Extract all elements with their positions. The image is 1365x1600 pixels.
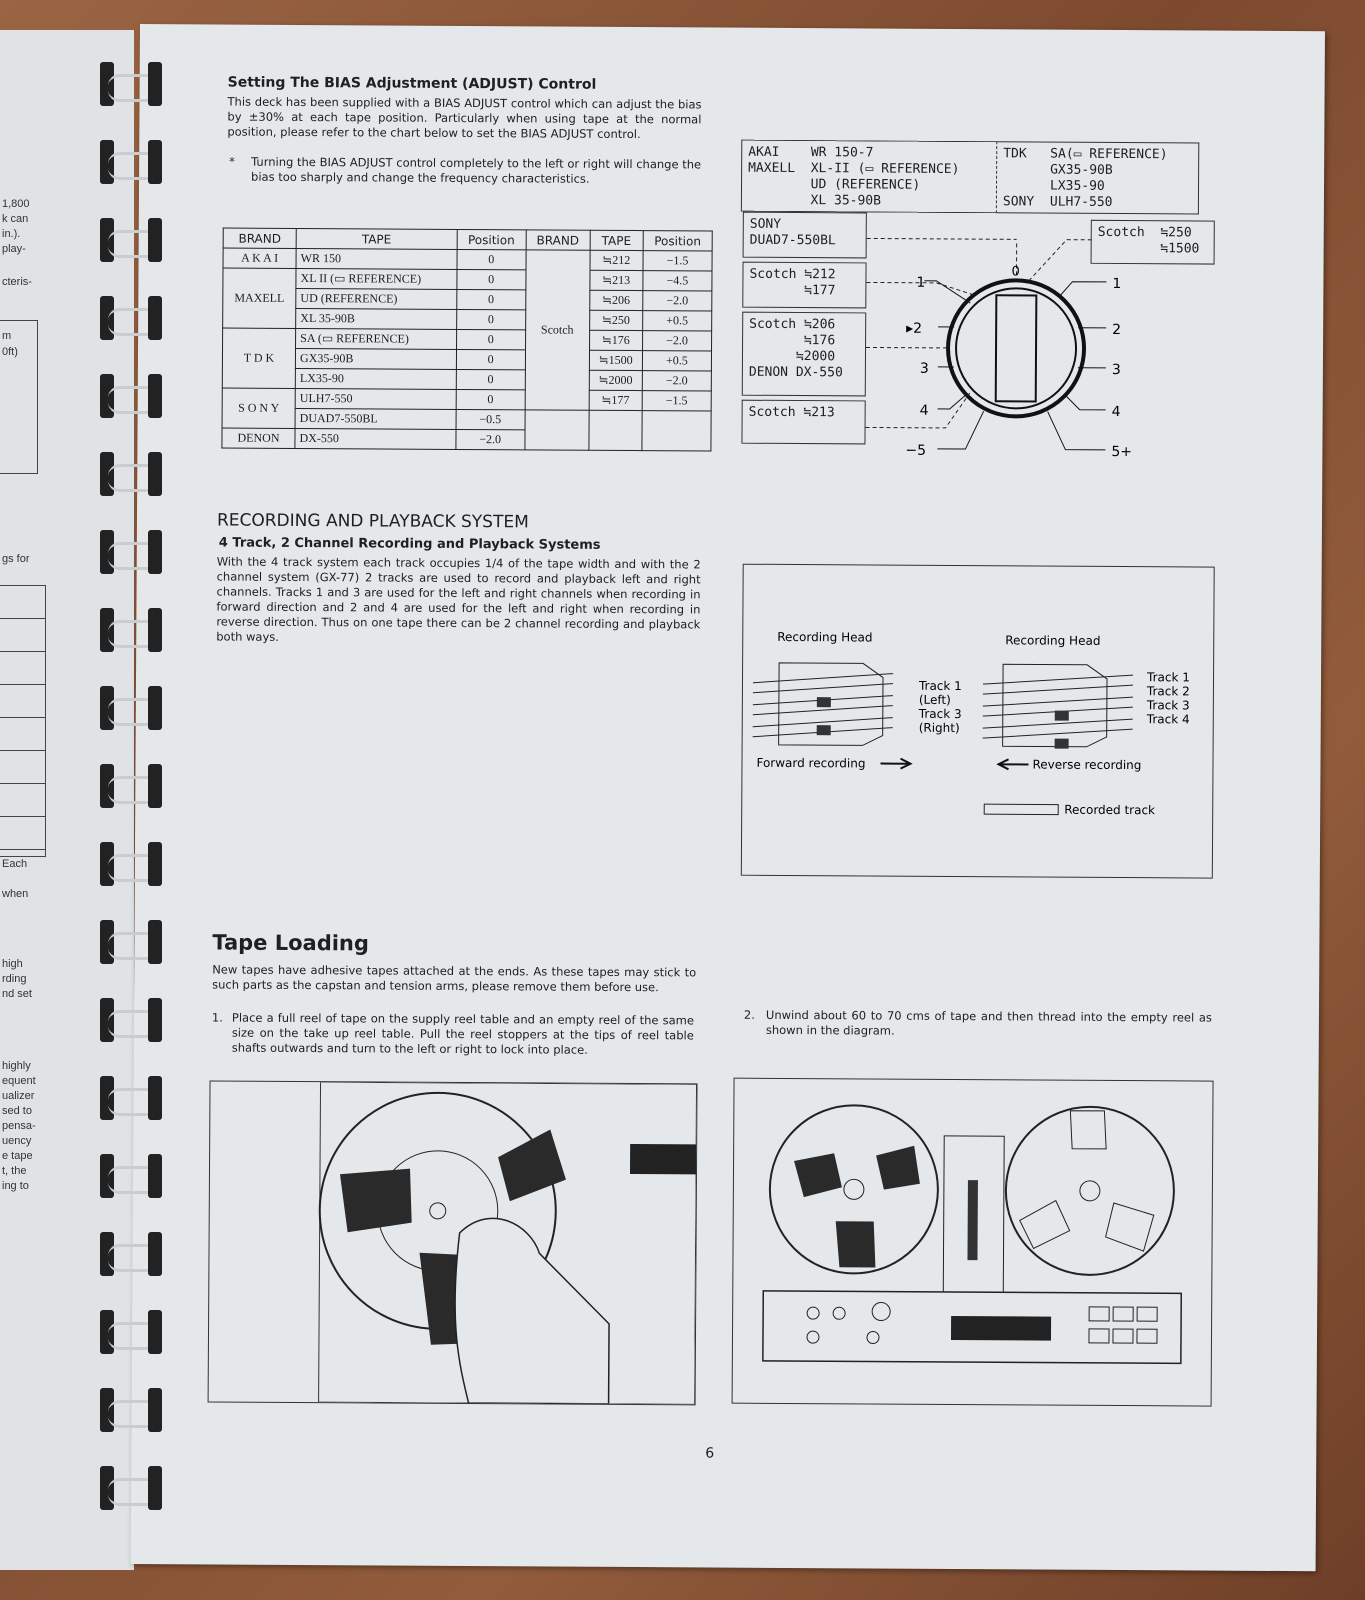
left-track-label: Track 1 — [918, 678, 962, 694]
brand-cell: A K A I — [223, 248, 296, 268]
left-fragment: ualizer — [2, 1090, 35, 1102]
tape-cell: SA (▭ REFERENCE) — [296, 328, 457, 349]
level-meter-icon — [951, 1316, 1051, 1341]
binding-ring — [100, 842, 172, 886]
scotch-250-box: Scotch ≒250 ≒1500 — [1091, 220, 1215, 265]
tick-right-4 — [1066, 396, 1106, 410]
brand-cell: MAXELL — [223, 268, 296, 328]
tape-cell: ≒212 — [590, 250, 643, 270]
tape-cell: ≒176 — [589, 330, 642, 350]
right-track-label: Track 4 — [1146, 712, 1190, 727]
binding-ring — [100, 62, 172, 106]
tape-list-box-left: AKAI WR 150-7 MAXELL XL-II (▭ REFERENCE) UD (REFERENCE) XL 35-90B — [741, 140, 997, 214]
left-fragment: play- — [2, 243, 26, 255]
position-cell: −1.5 — [642, 391, 711, 411]
scotch-212-box: Scotch ≒212 ≒177 — [742, 262, 866, 309]
left-fragment: nd set — [2, 988, 32, 1000]
step1-number: 1. — [211, 1010, 223, 1025]
binding-ring — [100, 1232, 172, 1276]
scotch-206-box: Scotch ≒206 ≒176 ≒2000 DENON DX-550 — [742, 312, 867, 397]
scotch-213-box: Scotch ≒213 — [741, 400, 865, 445]
position-cell: 0 — [457, 249, 526, 269]
scotch213-leader — [866, 392, 970, 428]
deck-threading-figure — [732, 1078, 1214, 1407]
bias-table — [221, 228, 712, 452]
brand-cell: Scotch — [525, 250, 590, 410]
note-bullet: * — [229, 154, 235, 169]
page-number: 6 — [705, 1445, 715, 1462]
binding-ring — [100, 998, 172, 1042]
tape-cell: UD (REFERENCE) — [296, 288, 457, 309]
right-track-label: Track 2 — [1146, 684, 1190, 699]
binding-ring — [100, 686, 172, 730]
recording-subtitle: 4 Track, 2 Channel Recording and Playback Systems — [218, 535, 601, 553]
left-fragment: m — [2, 330, 12, 342]
right-track-label: Track 1 — [1146, 670, 1190, 685]
tape-cell: ≒2000 — [589, 370, 642, 390]
mark-left-4: 4 — [919, 402, 929, 419]
binding-ring — [100, 1466, 172, 1510]
position-cell: 0 — [457, 269, 526, 289]
reverse-label: Reverse recording — [1032, 757, 1142, 773]
tape-loading-intro: New tapes have adhesive tapes attached at the ends. As these tapes may stick to such parts as the capstan and tension arms, please remove them before use. — [212, 962, 697, 995]
mark-right-4: 4 — [1111, 403, 1121, 420]
position-cell: 0 — [456, 369, 525, 389]
mark-right-5: 5+ — [1111, 443, 1133, 461]
binding-ring — [100, 374, 172, 418]
tape-cell: GX35-90B — [296, 348, 457, 369]
reverse-arrow-icon — [998, 759, 1028, 769]
binding-ring — [100, 218, 172, 262]
brand-cell: DENON — [222, 428, 295, 448]
position-cell: 0 — [456, 329, 525, 349]
left-table — [0, 320, 38, 474]
tick-left-5 — [937, 411, 983, 449]
recording-title: RECORDING AND PLAYBACK SYSTEM — [216, 510, 529, 533]
position-cell: +0.5 — [643, 311, 712, 331]
left-fragment: e tape — [2, 1150, 33, 1162]
tick-left-4 — [938, 395, 966, 409]
left-fragment: ing to — [2, 1180, 29, 1192]
recorded-track-swatch — [984, 804, 1058, 814]
left-head — [753, 663, 893, 746]
col-tape: TAPE — [296, 228, 457, 249]
head-diagram-frame — [741, 564, 1215, 879]
right-head-label: Recording Head — [1005, 633, 1101, 648]
position-cell: 0 — [456, 289, 525, 309]
col-position: Position — [643, 231, 712, 251]
position-cell: −4.5 — [643, 271, 712, 291]
scotch250-leader — [1026, 239, 1091, 283]
binding-ring — [100, 920, 172, 964]
left-track-label: (Right) — [918, 720, 960, 736]
col-brand: BRAND — [526, 230, 590, 250]
tape-cell: LX35-90 — [295, 368, 456, 389]
position-cell: 0 — [456, 349, 525, 369]
tape-cell: ≒177 — [589, 390, 642, 410]
left-fragment: 0ft) — [2, 346, 18, 358]
tape-cell: ≒213 — [589, 270, 642, 290]
tape-cell: ULH7-550 — [295, 388, 456, 409]
binding-ring — [100, 764, 172, 808]
sony-box: SONY DUAD7-550BL — [743, 212, 867, 259]
position-cell: −2.0 — [642, 371, 711, 391]
position-cell: −1.5 — [643, 251, 712, 271]
left-fragment: k can — [2, 213, 29, 225]
mark-left-2: ▸2 — [906, 320, 923, 337]
tape-cell: ≒250 — [589, 310, 642, 330]
mark-right-3: 3 — [1111, 361, 1121, 378]
position-cell: +0.5 — [642, 351, 711, 371]
left-table — [0, 585, 46, 857]
head-diagram — [742, 565, 1214, 878]
binding-ring — [100, 608, 172, 652]
tape-cell: ≒206 — [589, 290, 642, 310]
step2-text: Unwind about 60 to 70 cms of tape and then thread into the empty reel as shown in the diagram. — [765, 1007, 1212, 1038]
position-cell: 0 — [456, 389, 525, 409]
forward-label: Forward recording — [756, 755, 866, 771]
left-fragment: high — [2, 958, 23, 970]
step2-number: 2. — [743, 1007, 755, 1022]
mark-zero: 0 — [1011, 264, 1020, 280]
mark-right-1: 1 — [1112, 275, 1122, 292]
reel-hand-illustration — [209, 1081, 697, 1404]
binding-ring — [100, 1388, 172, 1432]
tape-cell: WR 150 — [296, 248, 457, 269]
mark-right-2: 2 — [1112, 321, 1122, 338]
position-cell: −0.5 — [456, 409, 525, 429]
binding-ring — [100, 140, 172, 184]
right-head — [983, 664, 1134, 749]
bias-note: Turning the BIAS ADJUST control completely to the left or right will change the bias too sharply and change the frequency characteristics. — [251, 154, 702, 186]
left-track-label: (Left) — [918, 692, 951, 707]
left-head-label: Recording Head — [777, 629, 873, 645]
binding-ring — [100, 452, 172, 496]
reel-loading-figure — [208, 1080, 698, 1405]
legend-label: Recorded track — [1064, 802, 1156, 818]
tape-cell: DUAD7-550BL — [295, 408, 456, 429]
binding-ring — [100, 1310, 172, 1354]
left-fragment: Each — [2, 858, 28, 870]
empty-cell — [588, 410, 642, 450]
tick-right-5 — [1047, 412, 1105, 450]
bias-title: Setting The BIAS Adjustment (ADJUST) Control — [227, 74, 597, 93]
left-fragment: rding — [2, 973, 27, 985]
left-fragment: gs for — [2, 553, 30, 565]
position-cell: −2.0 — [456, 429, 525, 449]
left-fragment: when — [2, 888, 29, 900]
empty-cell — [642, 411, 711, 451]
step1-text: Place a full reel of tape on the supply reel table and an empty reel of the same size on the take up reel table. Pull the reel stoppers at the tips of reel table shafts outwards and turn to the left or right to lock into place. — [231, 1010, 694, 1057]
left-fragment: 1,800 — [2, 198, 30, 210]
bias-knob-diagram — [865, 212, 1207, 464]
mark-left-1: 1 — [916, 274, 926, 291]
left-fragment: highly — [2, 1060, 31, 1072]
forward-arrow-icon — [880, 759, 910, 769]
binding-ring — [100, 1076, 172, 1120]
brand-cell: T D K — [222, 328, 295, 388]
knob-face — [956, 288, 1077, 409]
tick-right-1 — [1058, 282, 1106, 298]
bias-paragraph: This deck has been supplied with a BIAS ADJUST control which can adjust the bias by ±30% at each tape position. Particularly when using tape at the normal position, please refer to the chart below to set the BIAS ADJUST control. — [227, 94, 702, 142]
brand-cell: S O N Y — [222, 388, 295, 428]
binding-ring — [100, 296, 172, 340]
position-cell: 0 — [456, 309, 525, 329]
left-fragment: cteris- — [2, 276, 32, 288]
mark-left-3: 3 — [919, 360, 929, 377]
left-fragment: equent — [2, 1075, 36, 1087]
tape-cell: DX-550 — [295, 428, 456, 449]
tape-list-box-right: TDK SA(▭ REFERENCE) GX35-90B LX35-90 SONY ULH7-550 — [997, 141, 1199, 214]
manual-page — [131, 24, 1325, 1571]
tape-cell: XL II (▭ REFERENCE) — [296, 268, 457, 289]
col-tape: TAPE — [590, 230, 643, 250]
tape-deck-illustration — [733, 1079, 1213, 1406]
col-brand: BRAND — [223, 228, 296, 248]
left-fragment: t, the — [2, 1165, 27, 1177]
left-fragment: sed to — [2, 1105, 32, 1117]
tape-cell: XL 35-90B — [296, 308, 457, 329]
left-track-label: Track 3 — [918, 706, 962, 722]
position-cell: −2.0 — [643, 291, 712, 311]
empty-cell — [525, 410, 589, 450]
scotch206-leader — [866, 347, 948, 348]
mark-left-5: −5 — [905, 442, 927, 459]
binding-ring — [100, 530, 172, 574]
col-position: Position — [457, 229, 526, 249]
left-fragment: pensa- — [2, 1120, 36, 1132]
right-track-label: Track 3 — [1146, 698, 1190, 713]
tape-cell: ≒1500 — [589, 350, 642, 370]
left-fragment: in.). — [2, 228, 21, 240]
recording-paragraph: With the 4 track system each track occupies 1/4 of the tape width and with the 2 channel system (GX-77) 2 tracks are used to record and playback left and right channels. Tracks 1 and 3 are used for the left and right channels when recording in forward direction and 2 and 4 are used for the left and right when recording in reverse direction. Thus on one tape there can be 2 channel recording and playback both ways. — [216, 554, 701, 644]
left-fragment: uency — [2, 1135, 32, 1147]
tape-loading-title: Tape Loading — [212, 930, 370, 956]
binding-ring — [100, 1154, 172, 1198]
sony-leader — [867, 238, 1017, 239]
position-cell: −2.0 — [642, 331, 711, 351]
